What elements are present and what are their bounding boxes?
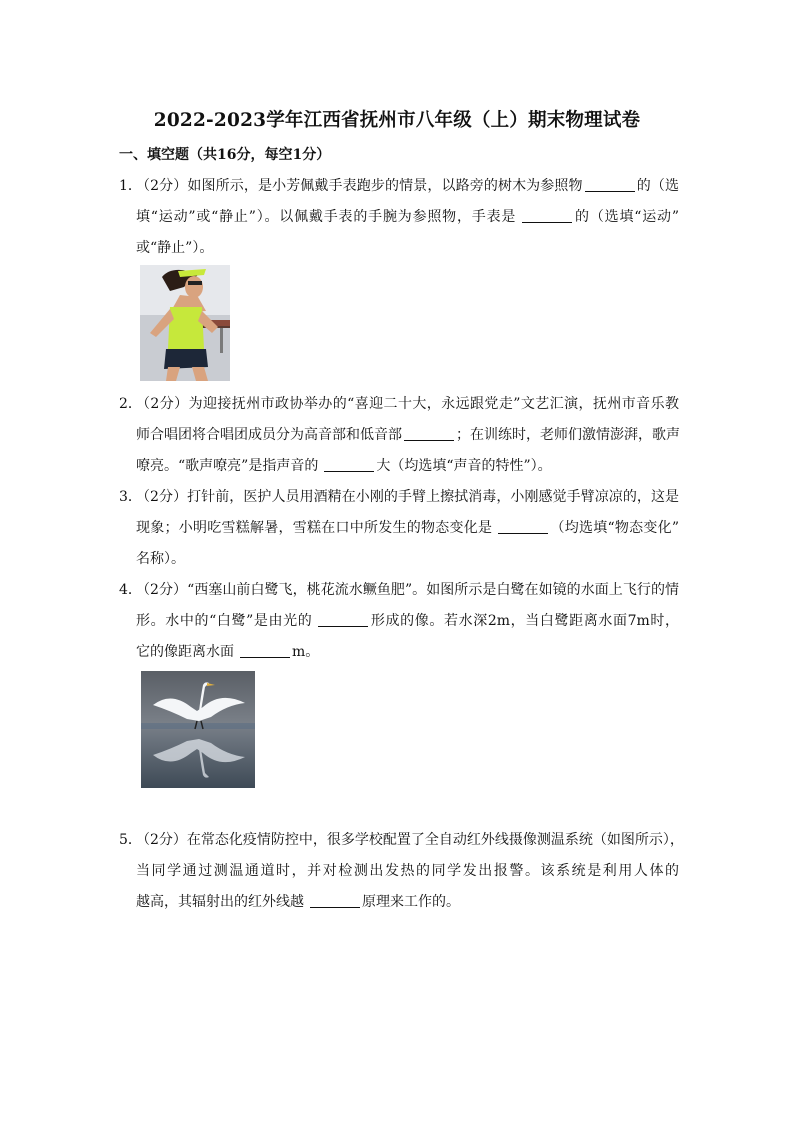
question-line: 或“静止”）。 [136, 240, 214, 256]
section-heading: 一、填空题（共16分，每空1分） [119, 147, 331, 163]
question-line: 它的像距离水面 m。 [136, 644, 320, 660]
question-1 [119, 171, 679, 264]
answer-blank[interactable] [585, 177, 635, 192]
question-line: 当同学通过测温通道时，并对检测出发热的同学发出报警。该系统是利用人体的 [136, 863, 679, 879]
answer-blank[interactable] [324, 457, 374, 472]
question-line: （2分）打针前，医护人员用酒精在小刚的手臂上擦拭消毒，小刚感觉手臂凉凉的，这是 [136, 489, 679, 505]
answer-blank[interactable] [310, 893, 360, 908]
question-line: （2分）“西塞山前白鹭飞，桃花流水鳜鱼肥”。如图所示是白鹭在如镜的水面上飞行的情 [136, 582, 679, 598]
runner-photo-icon [140, 265, 230, 381]
answer-blank[interactable] [498, 519, 548, 534]
question-number: 1． [119, 178, 142, 194]
question-line: 形。水中的“白鹭”是由光的 形成的像。若水深2m，当白鹭距离水面7m时， [136, 613, 679, 629]
answer-blank[interactable] [404, 426, 454, 441]
egret-photo-icon [141, 671, 255, 788]
question-number: 5． [119, 832, 142, 848]
answer-blank[interactable] [240, 643, 290, 658]
exam-title: 2022-2023学年江西省抚州市八年级（上）期末物理试卷 [153, 110, 641, 131]
question-line: （2分）如图所示，是小芳佩戴手表跑步的情景，以路旁的树木为参照物 的（选 [136, 178, 680, 194]
question-line: 填“运动”或“静止”）。以佩戴手表的手腕为参照物，手表是 的（选填“运动” [136, 209, 679, 225]
question-line: 现象；小明吃雪糕解暑，雪糕在口中所发生的物态变化是 （均选填“物态变化” [136, 520, 679, 536]
question-line: （2分）为迎接抚州市政协举办的“喜迎二十大，永远跟党走”文艺汇演，抚州市音乐教 [136, 396, 679, 412]
question-number: 3． [119, 489, 142, 505]
question-5 [119, 825, 684, 918]
question-line: 名称）。 [136, 551, 185, 567]
question-4 [119, 575, 679, 668]
answer-blank[interactable] [318, 612, 368, 627]
question-line: 嘹亮。“歌声嘹亮”是指声音的 大（均选填“声音的特性”）。 [136, 458, 552, 474]
question-3 [119, 482, 679, 575]
question-line: 越高，其辐射出的红外线越 原理来工作的。 [136, 894, 460, 910]
runner-image [140, 265, 230, 381]
question-2 [119, 389, 679, 482]
question-number: 4． [119, 582, 142, 598]
question-line: 师合唱团将合唱团成员分为高音部和低音部 ；在训练时，老师们激情澎湃，歌声 [136, 427, 680, 443]
answer-blank[interactable] [522, 208, 572, 223]
question-number: 2． [119, 396, 142, 412]
egret-image [141, 671, 255, 788]
question-line: （2分）在常态化疫情防控中，很多学校配置了全自动红外线摄像测温系统（如图所示）， [136, 832, 684, 848]
